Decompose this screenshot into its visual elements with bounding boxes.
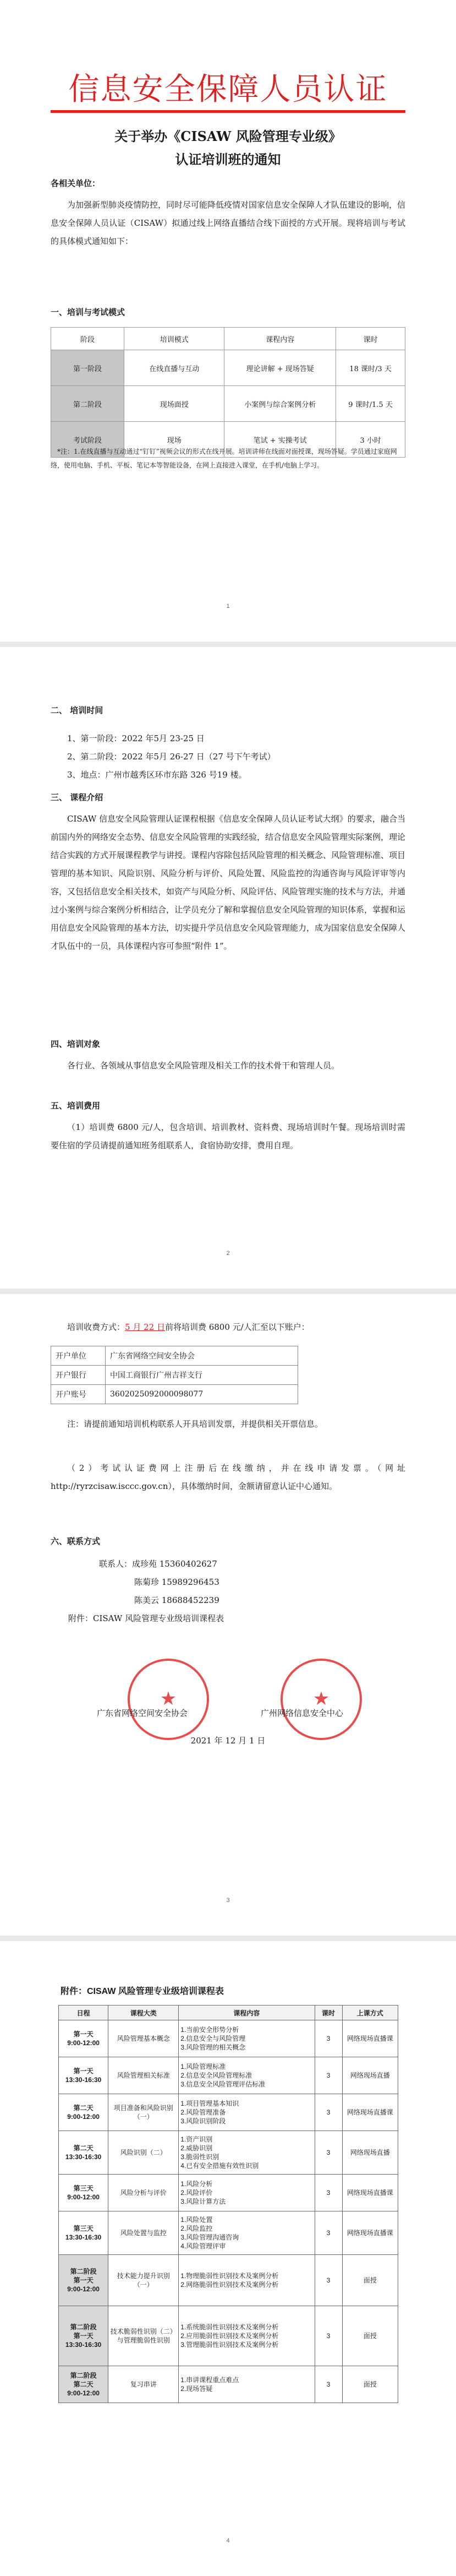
schedule-category: 风险分析与评价	[108, 2175, 179, 2211]
schedule-category: 风险管理基本概念	[108, 2020, 179, 2057]
schedule-hours: 3	[315, 2094, 342, 2131]
schedule-mode: 网络现场直播	[342, 2057, 398, 2094]
schedule-mode: 网络现场直播课	[342, 2211, 398, 2255]
table-header-row	[51, 328, 405, 350]
schedule-row	[59, 2211, 398, 2255]
schedule-header: 课时	[315, 2006, 342, 2020]
schedule-mode: 面授	[342, 2366, 398, 2403]
account-value: 3602025092000098077	[106, 1385, 298, 1404]
organizer-1: 广东省网络空间安全协会	[97, 1708, 188, 1718]
schedule-content: 1.风险分析 2.风险评价 3.风险计算方法	[179, 2175, 315, 2211]
time-item-1: 1、第一阶段：2022 年5月 23-25 日	[67, 733, 205, 743]
hours-cell: 9 课时/1.5 天	[336, 386, 405, 422]
schedule-row	[59, 2094, 398, 2131]
page-2	[0, 647, 456, 1289]
hours-cell: 18 课时/3 天	[336, 350, 405, 386]
schedule-content: 1.系统脆弱性识别技术及案例分析 2.应用脆弱性识别技术及案例分析 3.管理脆弱性识别技术及案例分析	[179, 2306, 315, 2366]
schedule-category: 风险识别（二）	[108, 2131, 179, 2175]
schedule-category: 项目准备和风险识别（一）	[108, 2094, 179, 2131]
schedule-mode: 面授	[342, 2306, 398, 2366]
schedule-day: 第一天 9:00-12:00	[59, 2020, 108, 2057]
page-number: 4	[226, 2537, 230, 2544]
schedule-content: 1.物理脆弱性识别技术及案例分析 2.网络脆弱性识别技术及案例分析	[179, 2255, 315, 2306]
table-row	[51, 1385, 298, 1404]
seal-stamp-2	[281, 1659, 362, 1740]
header-cell: 课程内容	[224, 328, 336, 350]
mode-cell: 现场面授	[124, 386, 224, 422]
contact-1: 联系人：成珍苑 15360402627	[99, 1559, 217, 1569]
schedule-mode: 面授	[342, 2255, 398, 2306]
page-1	[0, 0, 456, 642]
schedule-day: 第二天 13:30-16:30	[59, 2131, 108, 2175]
stage-cell: 第一阶段	[51, 350, 124, 386]
stage-cell: 考试阶段	[51, 422, 124, 458]
schedule-content: 1.资产识别 2.威胁识别 3.脆弱性识别 4.已有安全措施有效性识别	[179, 2131, 315, 2175]
schedule-hours: 3	[315, 2366, 342, 2403]
schedule-category: 风险处置与监控	[108, 2211, 179, 2255]
mode-cell: 在线直播与互动	[124, 350, 224, 386]
schedule-hours: 3	[315, 2306, 342, 2366]
section-course-intro: 三、 课程介绍	[51, 792, 103, 802]
table-note: *注：1.在线直播与互动通过“钉钉”视频会议的形式在线开展。培训讲师在线面对面授课，现场答疑。学员通过家庭网络，使用电脑、手机、平板、笔记本等智能设备，在网上直接进入课堂，在手机/电脑上学习。	[51, 448, 397, 469]
schedule-content: 1.项目管理基本知识 2.风险管理准备 3.风险识别阶段	[179, 2094, 315, 2131]
page-number: 1	[226, 603, 230, 610]
schedule-hours: 3	[315, 2020, 342, 2057]
account-key: 开户单位	[51, 1346, 106, 1366]
doc-title-line1: 关于举办《CISAW 风险管理专业级》	[114, 128, 342, 144]
schedule-mode: 网络现场直播课	[342, 2020, 398, 2057]
header-title: 信息安全保障人员认证	[68, 72, 388, 106]
payment-line	[51, 1318, 405, 1336]
schedule-category: 复习串讲	[108, 2366, 179, 2403]
page-4	[0, 1941, 456, 2576]
salutation: 各相关单位：	[51, 178, 101, 188]
attachment-line: 附件：CISAW 风险管理专业级培训课程表	[68, 1613, 224, 1623]
training-mode-table	[51, 327, 405, 458]
header-cell: 课时	[336, 328, 405, 350]
schedule-mode: 网络现场直播	[342, 2131, 398, 2175]
schedule-day: 第二天 9:00-12:00	[59, 2094, 108, 2131]
seal-star-icon: ★	[160, 1688, 177, 1710]
schedule-content: 1.风险管理标准 2.信息安全风险管理标准 3.信息安全风险管理评估标准	[179, 2057, 315, 2094]
schedule-category: 技术脆弱性识别（二）与管理脆弱性识别	[108, 2306, 179, 2366]
table-row	[51, 386, 405, 422]
page-number: 3	[226, 1897, 230, 1904]
schedule-day: 第二阶段 第一天 13:30-16:30	[59, 2306, 108, 2366]
schedule-row	[59, 2057, 398, 2094]
schedule-mode: 网络现场直播课	[342, 2175, 398, 2211]
seal-stamp-1	[128, 1659, 209, 1740]
audience-paragraph: 各行业、各领域从事信息安全风险管理及相关工作的技术骨干和管理人员。	[67, 1061, 340, 1070]
schedule-row	[59, 2131, 398, 2175]
course-intro-paragraph: CISAW 信息安全风险管理认证课程根据《信息安全保障人员认证考试大纲》的要求，融合当前国内外的网络安全态势、信息安全风险管理的实践经验，结合信息安全风险管理实际案例，理论结合实践的方式开展课程教学与讲授。课程内容除包括风险管理的相关概念、风险管理标准、项目管理的基本知识、风险识别、风险分析与评价、风险处置、风险监控的沟通咨询与风险评审等内容，又包括信息安全相关技术，如资产与风险分析、风险评估、风险管理实施的技术与方法，并通过小案例与综合案例分析相结合，让学员充分了解和掌握信息安全风险管理的知识体系，掌握和运用信息安全风险管理的基本方法，切实提升学员信息安全风险管理能力，成为国家信息安全保障人才队伍中的一员，具体课程内容可参照“附件 1”。	[51, 814, 406, 951]
contact-2: 陈菊珍 15989296453	[134, 1577, 219, 1587]
time-item-2: 2、第二阶段：2022 年5月 26-27 日（27 号下午考试）	[67, 752, 276, 762]
schedule-day: 第三天 9:00-12:00	[59, 2175, 108, 2211]
course-cell: 笔试 + 实操考试	[224, 422, 336, 458]
account-key: 开户银行	[51, 1366, 106, 1385]
schedule-day: 第一天 13:30-16:30	[59, 2057, 108, 2094]
schedule-day: 第二阶段 第二天 9:00-12:00	[59, 2366, 108, 2403]
payment-prefix: 培训收费方式：	[67, 1322, 125, 1332]
section-fee: 五、培训费用	[51, 1101, 101, 1111]
bank-account-table	[51, 1346, 298, 1404]
section-contact: 六、联系方式	[51, 1536, 101, 1546]
section-audience: 四、培训对象	[51, 1039, 101, 1049]
schedule-category: 风险管理相关标准	[108, 2057, 179, 2094]
schedule-hours: 3	[315, 2057, 342, 2094]
schedule-hours: 3	[315, 2175, 342, 2211]
course-cell: 理论讲解 + 现场答疑	[224, 350, 336, 386]
time-item-3: 3、地点：广州市越秀区环市东路 326 号19 楼。	[67, 770, 247, 780]
page-number: 2	[226, 1250, 230, 1257]
hours-cell: 3 小时	[336, 422, 405, 458]
contact-3: 陈美云 18688452239	[134, 1595, 219, 1605]
schedule-header: 上课方式	[342, 2006, 398, 2020]
schedule-row	[59, 2306, 398, 2366]
schedule-hours: 3	[315, 2131, 342, 2175]
seal-star-icon: ★	[312, 1688, 330, 1710]
mode-cell: 现场	[124, 422, 224, 458]
schedule-header: 日程	[59, 2006, 108, 2020]
account-key: 开户账号	[51, 1385, 106, 1404]
table-row	[51, 1366, 298, 1385]
page-3	[0, 1294, 456, 1936]
schedule-hours: 3	[315, 2211, 342, 2255]
section-training-time: 二、 培训时间	[51, 705, 103, 715]
account-value: 广东省网络空间安全协会	[106, 1346, 298, 1366]
registration-paragraph: （2）考试认证费网上注册后在线缴纳，并在线申请发票。（网址http://ryrzcisaw.isccc.gov.cn），具体缴纳时间，金额请留意认证中心通知。	[51, 1463, 405, 1491]
schedule-row	[59, 2255, 398, 2306]
schedule-row	[59, 2020, 398, 2057]
schedule-content: 1.当前安全形势分析 2.信息安全与风险管理 3.风险管理的相关概念	[179, 2020, 315, 2057]
schedule-day: 第三天 13:30-16:30	[59, 2211, 108, 2255]
table-row	[51, 350, 405, 386]
doc-title-line2: 认证培训班的通知	[175, 151, 281, 167]
issue-date: 2021 年 12 月 1 日	[190, 1736, 266, 1746]
schedule-category: 技术能力提升识别（一）	[108, 2255, 179, 2306]
schedule-header-row	[59, 2006, 398, 2020]
schedule-hours: 3	[315, 2255, 342, 2306]
section-training-mode: 一、培训与考试模式	[51, 307, 125, 317]
account-value: 中国工商银行广州吉祥支行	[106, 1366, 298, 1385]
schedule-title: 附件：CISAW 风险管理专业级培训课程表	[61, 1987, 224, 1996]
fee-paragraph: （1）培训费 6800 元/人，包含培训、培训教材、资料费、现场培训时午餐。现场培训时需要住宿的学员请提前通知班务组联系人，食宿协助安排，费用自理。	[51, 1122, 405, 1150]
schedule-row	[59, 2175, 398, 2211]
red-rule	[51, 110, 405, 113]
invoice-note: 注：请提前通知培训机构联系人开具培训发票，并提供相关开票信息。	[67, 1419, 323, 1429]
organizer-2: 广州网络信息安全中心	[261, 1708, 344, 1718]
table-row	[51, 1346, 298, 1366]
schedule-header: 课程内容	[179, 2006, 315, 2020]
intro-paragraph: 为加强新型肺炎疫情防控，同时尽可能降低疫情对国家信息安全保障人才队伍建设的影响，信息安全保障人员认证（CISAW）拟通过线上网络直播结合线下面授的方式开展。现将培训与考试的具体模式通知如下：	[51, 200, 406, 246]
schedule-row	[59, 2366, 398, 2403]
header-cell: 培训模式	[124, 328, 224, 350]
schedule-content: 1.风险处置 2.风险监控 3.风险管理沟通咨询 4.风险管理评审	[179, 2211, 315, 2255]
schedule-table	[58, 2005, 398, 2403]
payment-deadline: 5 月 22 日	[125, 1322, 165, 1332]
header-cell: 阶段	[51, 328, 124, 350]
schedule-mode: 网络现场直播课	[342, 2094, 398, 2131]
schedule-header: 课程大类	[108, 2006, 179, 2020]
stage-cell: 第二阶段	[51, 386, 124, 422]
schedule-content: 1.串讲课程重点难点 2.现场答疑	[179, 2366, 315, 2403]
schedule-day: 第二阶段 第一天 9:00-12:00	[59, 2255, 108, 2306]
payment-suffix: 前将培训费 6800 元/人汇至以下账户：	[164, 1322, 310, 1332]
course-cell: 小案例与综合案例分析	[224, 386, 336, 422]
